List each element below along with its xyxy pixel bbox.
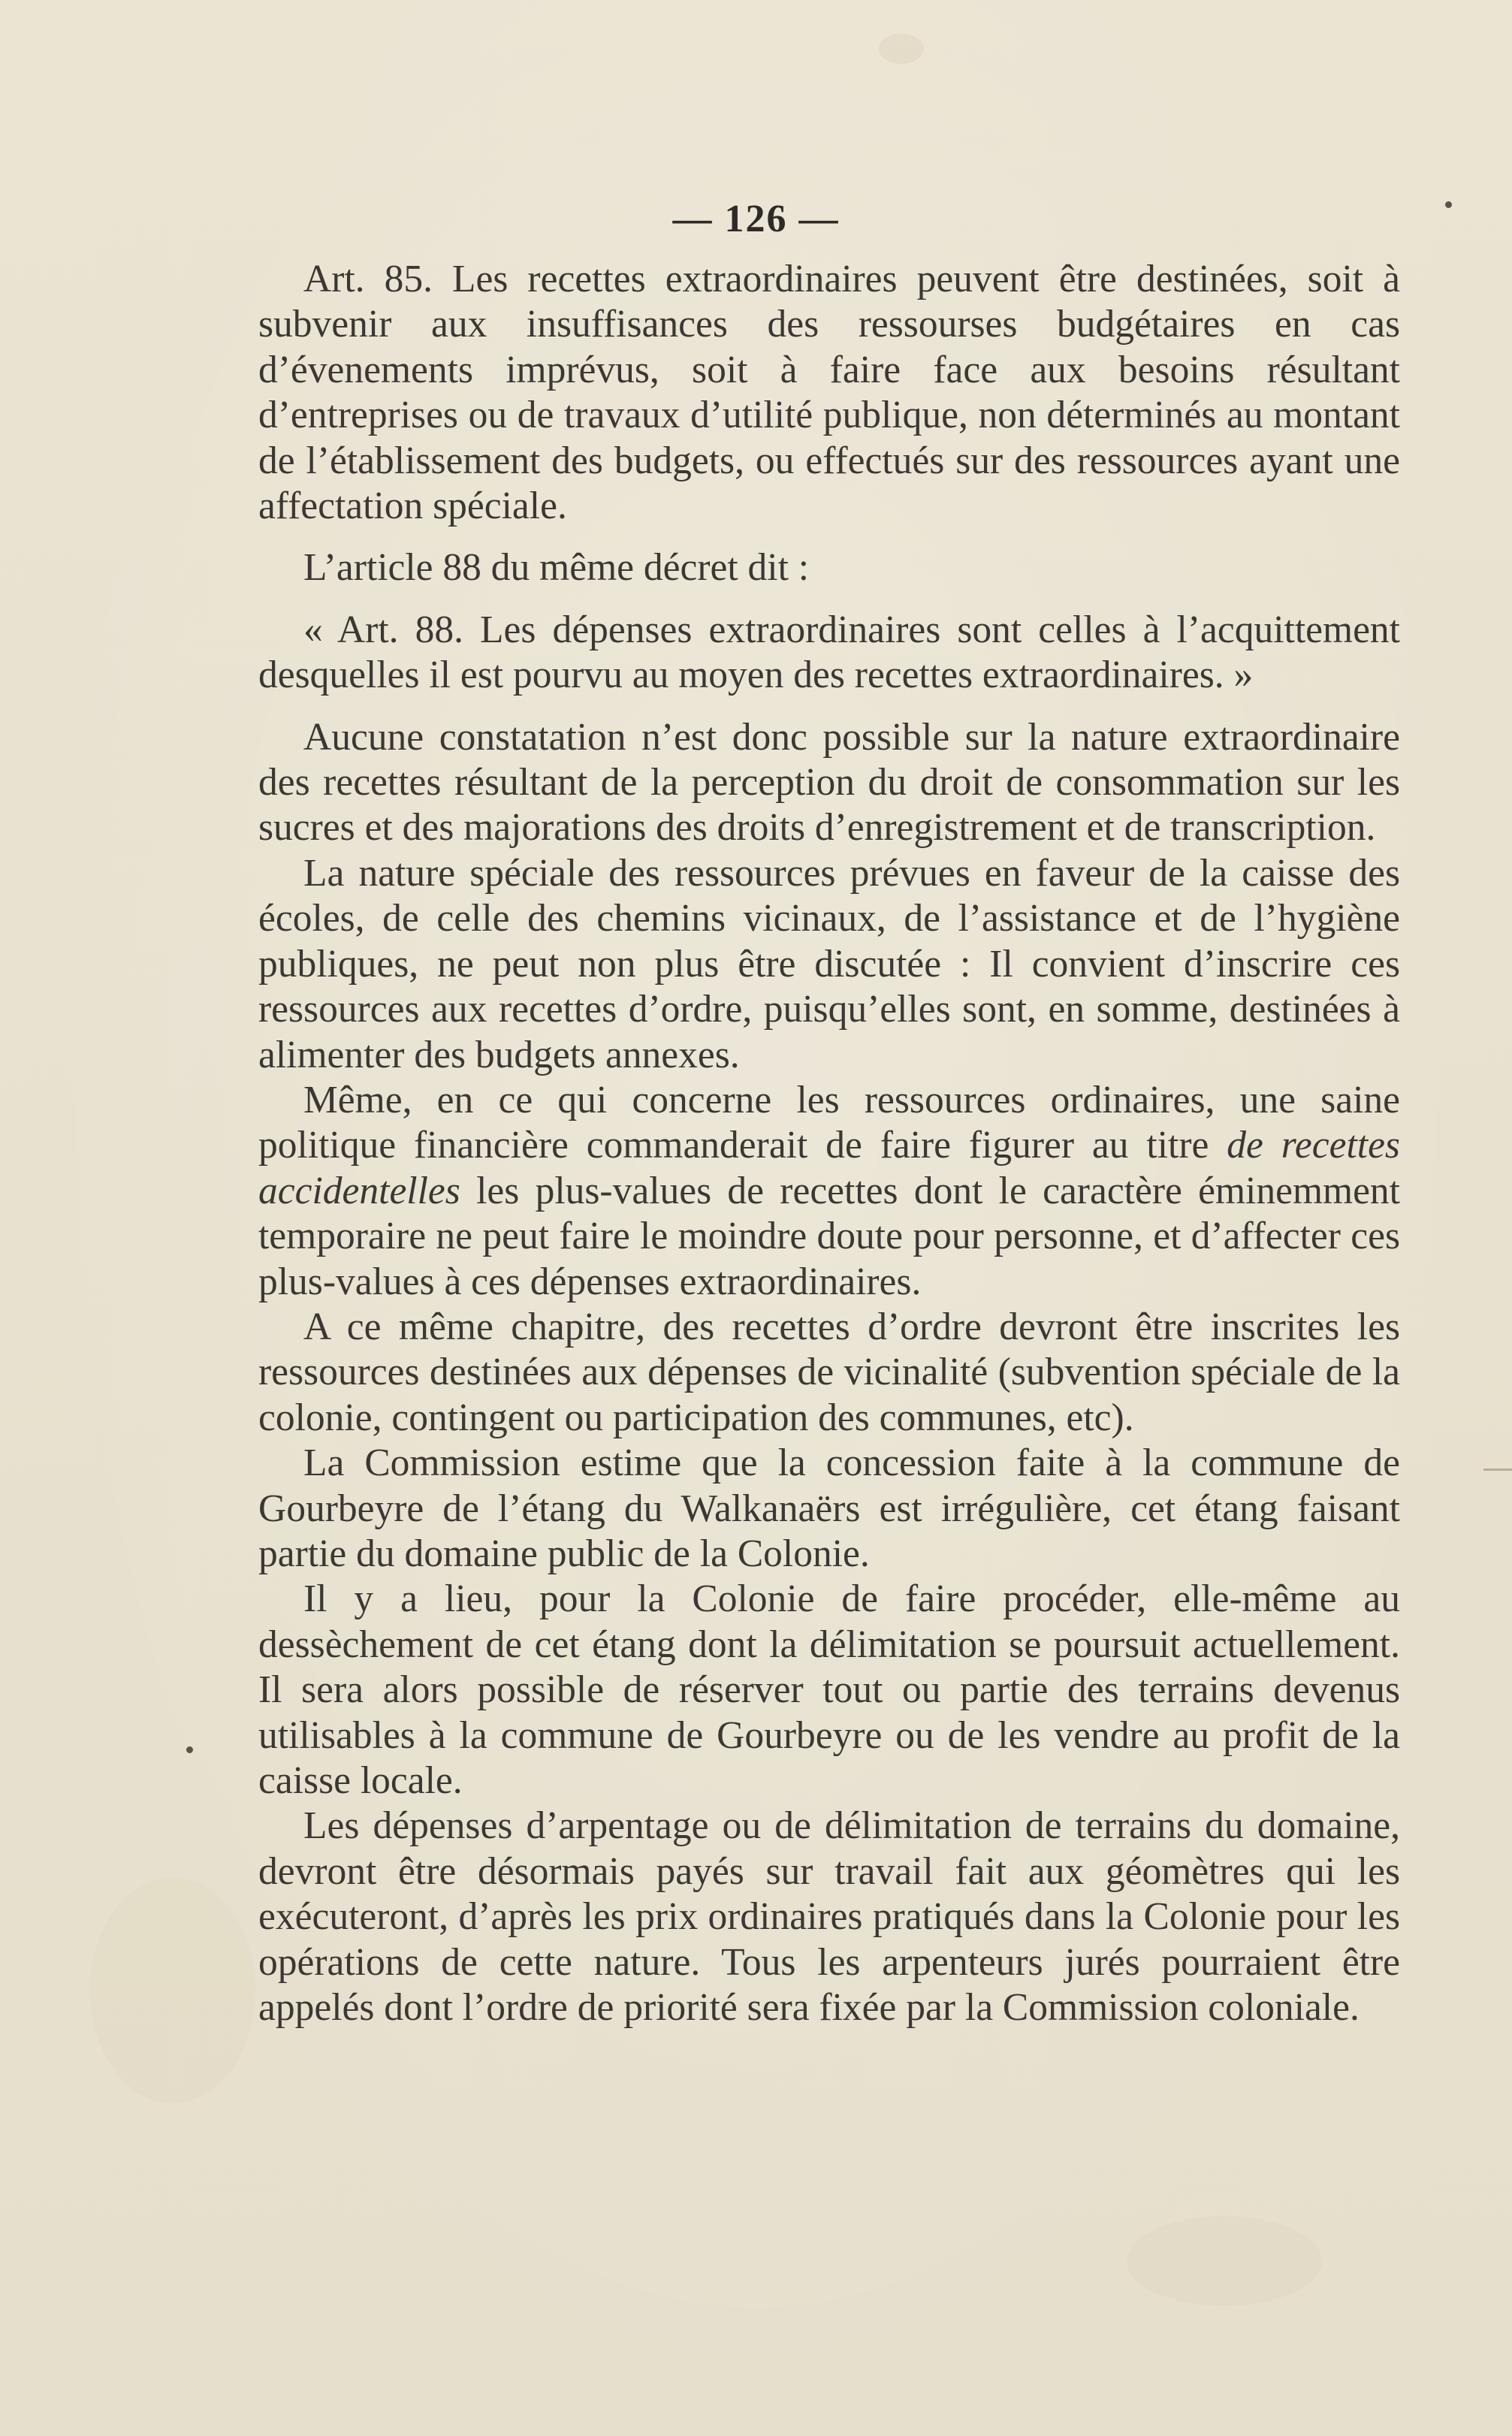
paragraph-ressources-ordinaires <box>258 1078 1400 1305</box>
margin-mark <box>1483 1469 1512 1471</box>
paragraph-article-88-intro: L’article 88 du même décret dit : <box>303 546 810 590</box>
body-text <box>258 257 1400 2030</box>
paper-stain <box>879 34 924 64</box>
paragraph-dessechement: Il y a lieu, pour la Colonie de faire procéder, elle-même au dessèchement de cet étang dont la délimitation se poursuit actuellement. Il sera alors possible de réserver tout ou partie des terrains devenus utilisables à la commune de Gourbeyre ou de les vendre au profit de la caisse locale. <box>258 1577 1400 1802</box>
paper-stain <box>90 1878 255 2103</box>
ink-speck <box>186 1746 193 1753</box>
paper-stain <box>1127 2216 1322 2306</box>
paragraph-art-88-quote: « Art. 88. Les dépenses extraordinaires sont celles à l’acquittement desquelles il est pourvu au moyen des recettes extraordinaires. » <box>258 608 1400 697</box>
paragraph-text-after: les plus-values de recettes dont le caractère éminemment temporaire ne peut faire le moindre doute pour personne, et d’affecter ces plus-values à ces dépenses extraordinaires. <box>258 1169 1400 1303</box>
paragraph-text-before: Même, en ce qui concerne les ressources ordinaires, une saine politique financière commanderait de faire figurer au titre <box>258 1078 1400 1167</box>
paragraph-commission-etang: La Commission estime que la concession faite à la commune de Gourbeyre de l’étang du Walkanaërs est irrégulière, cet étang faisant partie du domaine public de la Colonie. <box>258 1441 1400 1575</box>
paragraph-constatation: Aucune constatation n’est donc possible sur la nature extraordinaire des recettes résultant de la perception du droit de consommation sur les sucres et des majorations des droits d’enregistrement et de transcription. <box>258 715 1400 850</box>
paragraph-nature-speciale: La nature spéciale des ressources prévues en faveur de la caisse des écoles, de celle des chemins vicinaux, de l’assistance et de l’hygiène publiques, ne peut non plus être discutée : Il convient d’inscrire ces ressources aux recettes d’ordre, puisqu’elles sont, en somme, destinées à alimenter des budgets annexes. <box>258 851 1400 1076</box>
page-number: — 126 — <box>672 198 840 240</box>
paragraph-art-85: Art. 85. Les recettes extraordinaires peuvent être destinées, soit à subvenir aux insuffisances des ressourses budgétaires en cas d’évenements imprévus, soit à faire face aux besoins résultant d’entreprises ou de travaux d’utilité publique, non déterminés au montant de l’établissement des budgets, ou effectués sur des ressources ayant une affectation spéciale. <box>258 258 1400 528</box>
paragraph-recettes-ordre: A ce même chapitre, des recettes d’ordre devront être inscrites les ressources destinées aux dépenses de vicinalité (subvention spéciale de la colonie, contingent ou participation des communes, etc). <box>258 1305 1400 1439</box>
paragraph-arpentage: Les dépenses d’arpentage ou de délimitation de terrains du domaine, devront être désormais payés sur travail fait aux géomètres qui les exécuteront, d’après les prix ordinaires pratiqués dans la Colonie pour les opérations de cette nature. Tous les arpenteurs jurés pourraient être appelés dont l’ordre de priorité sera fixée par la Commission coloniale. <box>258 1804 1400 2030</box>
italic-phrase: de recettes accidentelles <box>258 1124 1400 1212</box>
